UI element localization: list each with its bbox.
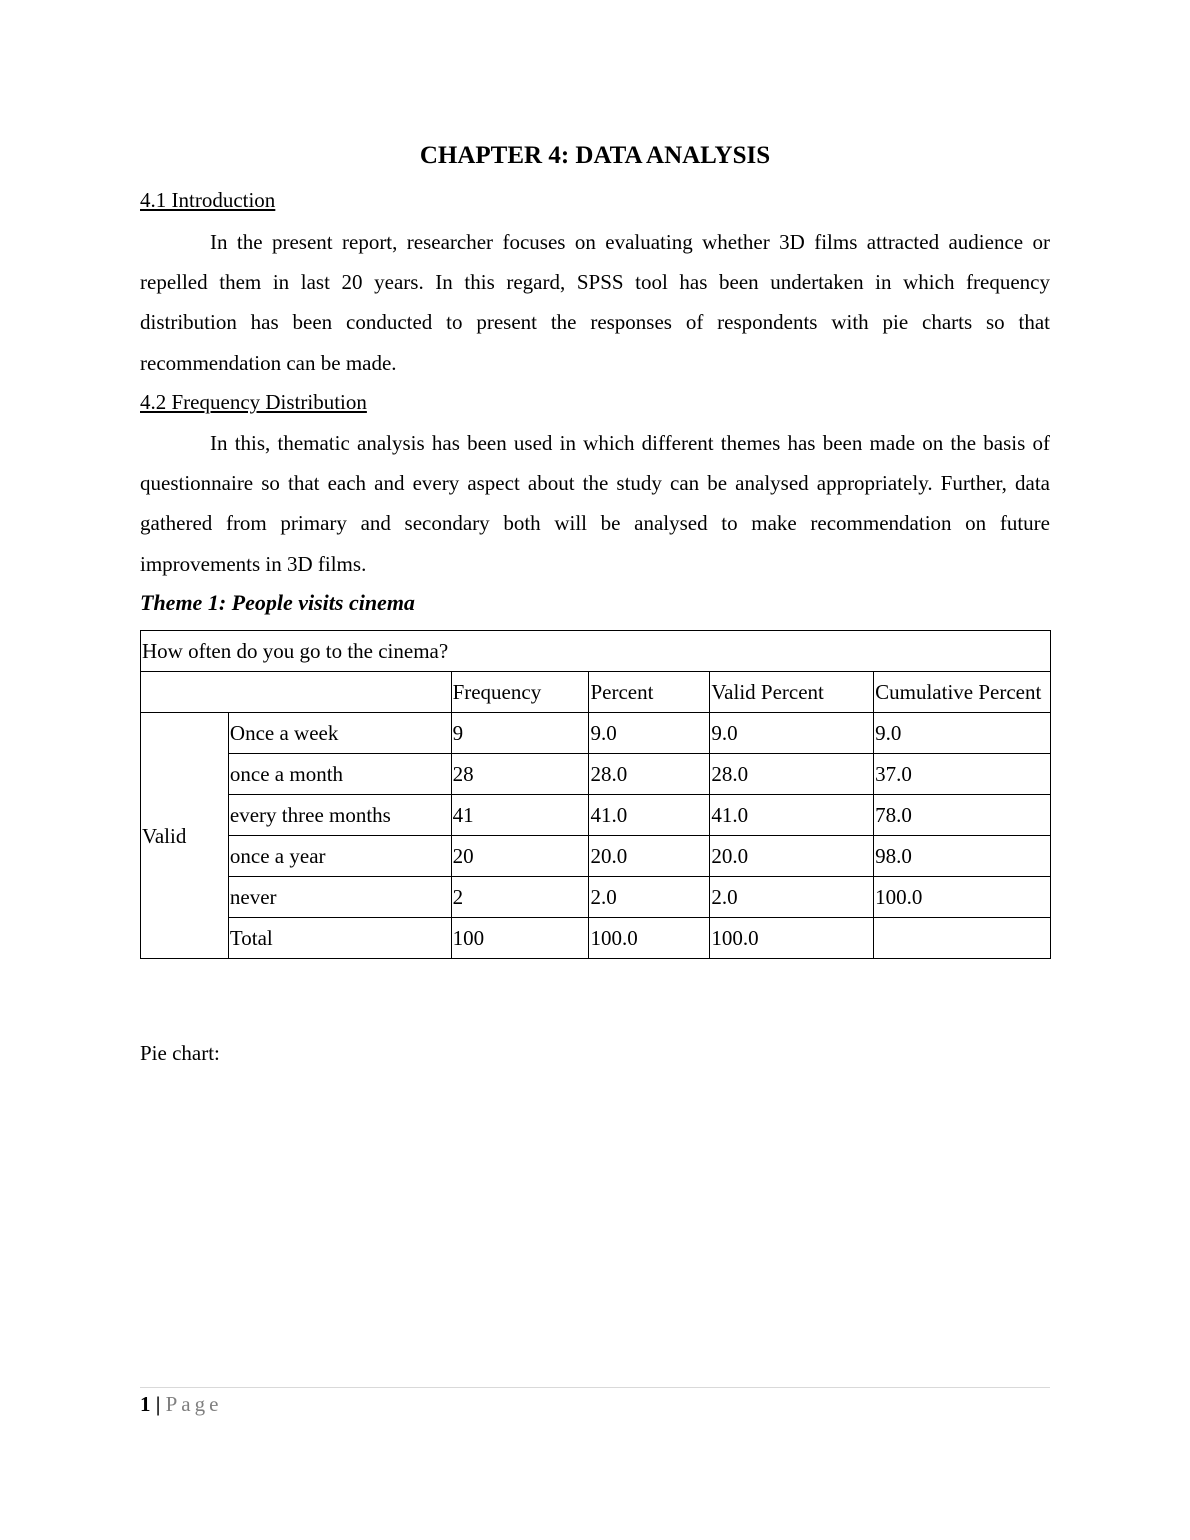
row-cumulative	[874, 918, 1051, 959]
theme-heading: Theme 1: People visits cinema	[140, 590, 415, 615]
row-percent: 41.0	[589, 795, 710, 836]
row-frequency: 9	[451, 713, 589, 754]
table-row	[141, 836, 1051, 877]
row-percent: 20.0	[589, 836, 710, 877]
row-cumulative: 78.0	[874, 795, 1051, 836]
table-row-total	[141, 918, 1051, 959]
introduction-paragraph: In the present report, researcher focuses on evaluating whether 3D films attracted audience or repelled them in last 20 years. In this regard, SPSS tool has been undertaken in which frequency distribution has been conducted to present the responses of respondents with pie charts so that recommendation can be made.	[140, 230, 1050, 375]
valid-group-label: Valid	[141, 713, 229, 959]
table-question-row	[141, 631, 1051, 672]
table-header-empty	[141, 672, 452, 713]
row-valid-percent: 28.0	[710, 754, 874, 795]
row-cumulative: 9.0	[874, 713, 1051, 754]
row-valid-percent: 20.0	[710, 836, 874, 877]
table-header-row	[141, 672, 1051, 713]
frequency-distribution-paragraph: In this, thematic analysis has been used in which different themes has been made on the basis of questionnaire so that each and every aspect about the study can be analysed appropriately. Further, data gathered from primary and secondary both will be analysed to make recommendation on future improvements in 3D films.	[140, 431, 1050, 576]
frequency-table	[140, 630, 1051, 959]
table-row	[141, 795, 1051, 836]
page-footer	[140, 1390, 222, 1418]
row-valid-percent: 41.0	[710, 795, 874, 836]
row-frequency: 100	[451, 918, 589, 959]
row-frequency: 20	[451, 836, 589, 877]
row-label: never	[228, 877, 451, 918]
row-frequency: 41	[451, 795, 589, 836]
table-row	[141, 754, 1051, 795]
pie-chart-label: Pie chart:	[140, 1041, 220, 1065]
row-label: Once a week	[228, 713, 451, 754]
row-valid-percent: 9.0	[710, 713, 874, 754]
row-cumulative: 100.0	[874, 877, 1051, 918]
row-cumulative: 98.0	[874, 836, 1051, 877]
row-valid-percent: 100.0	[710, 918, 874, 959]
table-row	[141, 713, 1051, 754]
page-word: Page	[165, 1392, 223, 1416]
row-label: Total	[228, 918, 451, 959]
row-label: once a year	[228, 836, 451, 877]
header-valid-percent: Valid Percent	[710, 672, 874, 713]
row-percent: 100.0	[589, 918, 710, 959]
footer-divider	[140, 1387, 1050, 1388]
row-cumulative: 37.0	[874, 754, 1051, 795]
header-percent: Percent	[589, 672, 710, 713]
row-valid-percent: 2.0	[710, 877, 874, 918]
table-row	[141, 877, 1051, 918]
row-frequency: 2	[451, 877, 589, 918]
footer-separator: |	[155, 1392, 161, 1416]
page-number: 1	[140, 1392, 151, 1416]
row-percent: 9.0	[589, 713, 710, 754]
chapter-title: CHAPTER 4: DATA ANALYSIS	[419, 142, 771, 169]
section-heading-introduction: 4.1 Introduction	[140, 188, 276, 212]
row-frequency: 28	[451, 754, 589, 795]
row-label: once a month	[228, 754, 451, 795]
table-question: How often do you go to the cinema?	[141, 631, 1051, 672]
row-percent: 2.0	[589, 877, 710, 918]
header-cumulative-percent: Cumulative Percent	[874, 672, 1051, 713]
row-percent: 28.0	[589, 754, 710, 795]
section-heading-frequency-distribution: 4.2 Frequency Distribution	[140, 390, 367, 414]
header-frequency: Frequency	[451, 672, 589, 713]
row-label: every three months	[228, 795, 451, 836]
